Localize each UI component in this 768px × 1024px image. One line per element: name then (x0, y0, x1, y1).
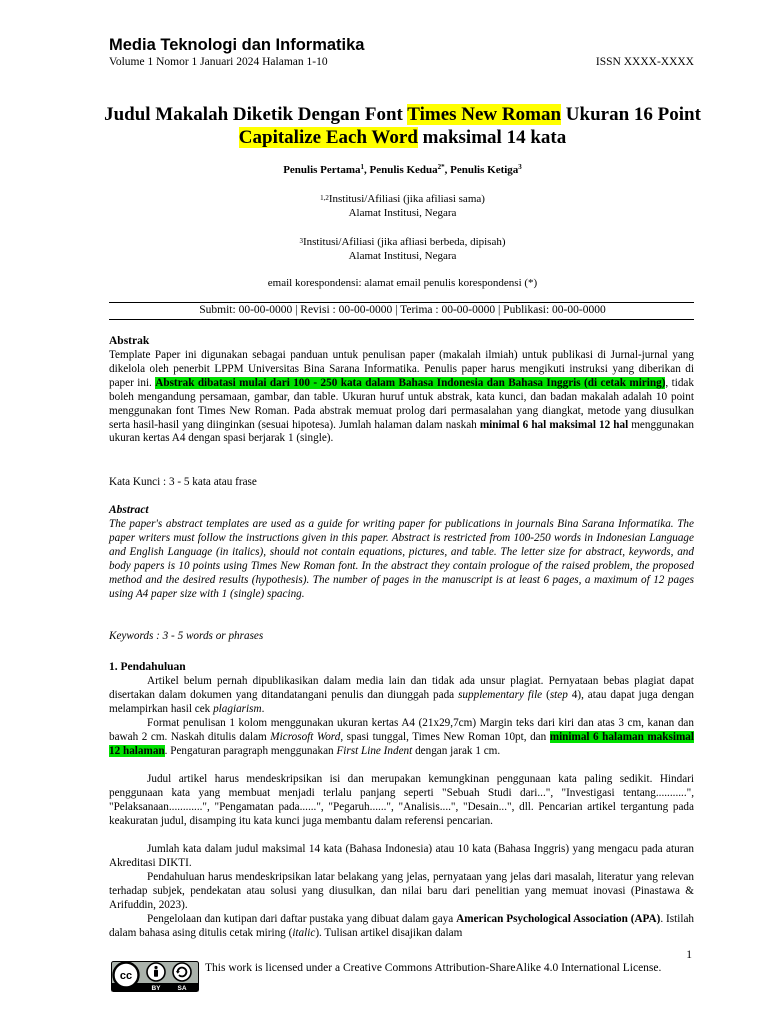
paragraph-italic: First Line Indent (336, 744, 413, 757)
abstrak-text: menggunakan ukuran kertas A4 dengan spasi berjarak 1 (single). (109, 418, 694, 445)
paragraph-text: ( (542, 688, 550, 701)
title-text: maksimal 14 kata (417, 127, 567, 148)
abstract-body: The paper's abstract templates are used as a guide for writing paper for publications in journals Bina Sarana Informatika. The paper writers must follow the instructions given in this paper. Abstract is restricted from 100-250 words in Indonesian Language and English Language (in italics), should not contain equations, pictures, and table. The letter size for abstract, keywords, and body papers is 10 points using Times New Roman font. In the abstract they contain prologue of the raised problem, the proposed method and the desired results (hypothesis). The number of pages in the manuscript is at least 6 pages, a maximum of 12 pages using A4 paper size with 1 (single) spacing. (109, 518, 694, 600)
affiliation-2-sup: 3 (299, 237, 303, 245)
author-3-sup: 3 (518, 163, 522, 171)
issn: ISSN XXXX-XXXX (595, 56, 694, 68)
journal-name: Media Teknologi dan Informatika (109, 36, 365, 54)
paragraph-italic: plagiarism (213, 702, 262, 715)
paragraph-italic: Microsoft Word (270, 730, 341, 743)
paper-title (100, 103, 705, 149)
paragraph-text: , spasi tunggal, Times New Roman 10pt, dan (340, 730, 550, 743)
cc-badge-graphic (111, 961, 199, 992)
author-2: , Penulis Kedua (364, 164, 438, 176)
paragraph-text: . Istilah dalam bahasa asing ditulis cetak miring ( (109, 913, 695, 939)
paragraph-text: Pengelolaan dan kutipan dari daftar pustaka yang dibuat dalam gaya (147, 913, 457, 925)
cc-sa-label: SA (177, 985, 187, 992)
title-highlight-font: Times New Roman (407, 104, 562, 125)
author-2-sup: 2* (437, 163, 445, 171)
affiliation-1-sup: 1,2 (320, 194, 329, 202)
paragraph-text: . Pengaturan paragraph menggunakan (164, 744, 337, 757)
abstrak-heading: Abstrak (109, 335, 150, 347)
paragraph-bold: American Psychological Association (APA) (456, 913, 661, 925)
paragraph-5: Pendahuluan harus mendeskripsikan latar belakang yang jelas, pernyataan yang jelas dari masalah, literatur yang relevan terhadap subjek, pendekatan atau solusi yang diusulkan, dan nilai baru dari penelitian yang memuat inovasi (Pinastawa & Arifuddin, 2023). (109, 871, 694, 911)
abstrak-bold: minimal 6 hal maksimal 12 hal (479, 418, 629, 431)
paragraph-3: Judul artikel harus mendeskripsikan isi dan merupakan kemungkinan penggunaan kata paling sedikit. Hindari penggunaan kata yang membuat menjadi terlalu panjang seperti "Sebuah Studi dari...", "Investigasi tentang...........", "Pelaksanaan............", "Pengamatan pada......", "Pegaruh......", "Analisis....", "Desain...", dll. Pencarian artikel tergantung pada keakuratan judul, disamping itu kata kunci juga membantu dalam referensi pencarian. (109, 773, 694, 827)
paragraph-text: dengan jarak 1 cm. (412, 744, 501, 757)
title-text: Ukuran 16 Point (561, 104, 701, 125)
author-1: Penulis Pertama (283, 164, 361, 176)
paragraph-highlight: minimal 6 halaman maksimal 12 halaman (109, 730, 694, 757)
authors (100, 164, 705, 176)
email-correspondence: email korespondensi: alamat email penulis korespondensi (*) (267, 277, 538, 289)
abstract-heading: Abstract (109, 504, 149, 516)
affiliation-2 (100, 235, 705, 263)
affiliation-2-address: Alamat Institusi, Negara (348, 250, 457, 262)
title-text: Judul Makalah Diketik Dengan Font (104, 104, 408, 125)
paragraph-1 (109, 675, 694, 717)
abstrak-highlight: Abstrak dibatasi mulai dari 100 - 250 kata dalam Bahasa Indonesia dan Bahasa Inggris (di cetak miring) (155, 376, 666, 389)
title-highlight-case: Capitalize Each Word (238, 127, 418, 148)
paragraph-italic: step (549, 688, 568, 701)
affiliation-2-name: Institusi/Afiliasi (jika afliasi berbeda, dipisah) (302, 236, 506, 248)
author-3: , Penulis Ketiga (444, 164, 519, 176)
abstrak-text: Template Paper ini digunakan sebagai panduan untuk penulisan paper (makalah ilmiah) untuk publikasi di Jurnal-jurnal yang dikelola oleh penerbit LPPM Universitas Bina Sarana Informatika. Penulis paper harus mengikuti instruksi yang diberikan di paper ini. (109, 349, 694, 389)
paragraph-4: Jumlah kata dalam judul maksimal 14 kata (Bahasa Indonesia) atau 10 kata (Bahasa Inggris) yang mengacu pada aturan Akreditasi DIKTI. (109, 843, 694, 869)
keywords: Keywords : 3 - 5 words or phrases (109, 630, 264, 642)
paragraph-italic: supplementary file (458, 688, 543, 701)
paragraph-text: . (261, 702, 265, 715)
divider-bottom (109, 319, 694, 320)
section-heading-pendahuluan: 1. Pendahuluan (109, 661, 186, 673)
submission-dates: Submit: 00-00-0000 | Revisi : 00-00-0000 | Terima : 00-00-0000 | Publikasi: 00-00-0000 (199, 304, 606, 316)
abstrak-body (109, 349, 694, 446)
volume-line: Volume 1 Nomor 1 Januari 2024 Halaman 1-10 (109, 56, 328, 68)
cc-by-label: BY (151, 985, 161, 992)
page-number: 1 (686, 949, 692, 961)
paragraph-text: Format penulisan 1 kolom menggunakan ukuran kertas A4 (21x29,7cm) Margin teks dari kiri dan atas 3 cm, kanan dan bawah 2 cm. Naskah ditulis dalam (109, 717, 694, 743)
paragraph-text: ). Tulisan artikel disajikan dalam (315, 926, 463, 939)
svg-text:cc: cc (119, 970, 133, 982)
paragraph-6 (109, 913, 694, 941)
kata-kunci: Kata Kunci : 3 - 5 kata atau frase (109, 476, 257, 488)
paragraph-text: Artikel belum pernah dipublikasikan dalam media lain dan tidak ada unsur plagiat. Pernyataan bebas plagiat dapat disertakan dalam dokumen yang ditandatangani penulis dan diunggah pada (109, 675, 694, 701)
abstrak-text: , tidak boleh mengandung persamaan, gambar, dan table. Ukuran huruf untuk abstrak, kata kunci, dan badan makalah adalah 10 point menggunakan font Times New Roman. Pada abstrak memuat prolog dari permasalahan yang diangkat, metode yang diusulkan serta hasil-hasil yang diinginkan (sesuai hipotesa). Jumlah halaman dalam naskah (109, 376, 694, 431)
license-text: This work is licensed under a Creative Commons Attribution-ShareAlike 4.0 International License. (205, 962, 662, 974)
affiliation-1-address: Alamat Institusi, Negara (348, 207, 457, 219)
paragraph-text: 4), atau dapat juga dengan melampirkan hasil cek (109, 688, 694, 715)
author-1-sup: 1 (360, 163, 364, 171)
cc-by-sa-badge-icon[interactable] (111, 961, 199, 992)
affiliation-1 (100, 192, 705, 220)
paragraph-italic: italic (292, 926, 316, 939)
affiliation-1-name: Institusi/Afiliasi (jika afiliasi sama) (328, 193, 485, 205)
paragraph-2 (109, 717, 694, 759)
divider-top (109, 302, 694, 303)
